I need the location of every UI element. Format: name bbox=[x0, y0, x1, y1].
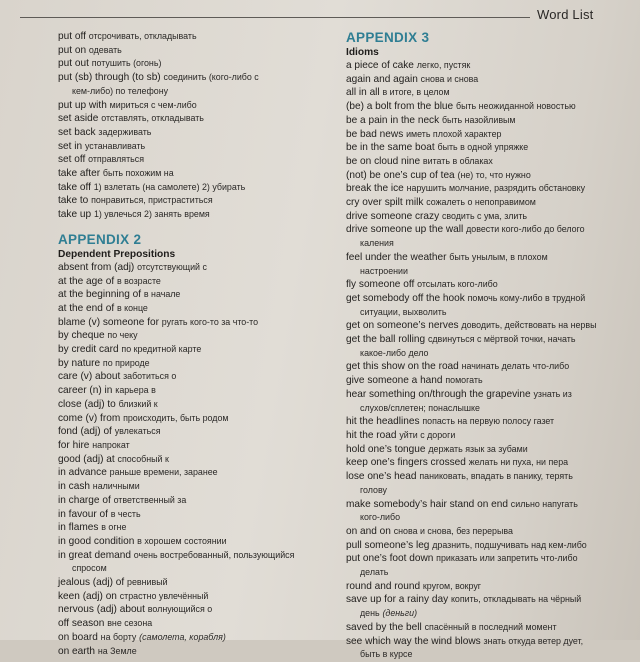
entry-term: career (n) in bbox=[58, 385, 113, 397]
entry-term: in advance bbox=[58, 467, 107, 479]
entry-translation: кого-либо bbox=[360, 512, 401, 523]
phrasal-verb-entry bbox=[58, 71, 338, 85]
entry-translation: быть похожим на bbox=[102, 168, 174, 179]
entry-term: put (sb) through (to sb) bbox=[58, 72, 161, 84]
entry-translation: ругать кого-то за что-то bbox=[161, 316, 259, 327]
entry-translation: быть в курсе bbox=[360, 649, 413, 660]
phrasal-verb-entry bbox=[58, 181, 338, 195]
entry-translation: желать ни пуха, ни пера bbox=[468, 457, 569, 468]
idiom-entry bbox=[346, 100, 636, 114]
entry-translation: легко, пустяк bbox=[416, 60, 471, 70]
preposition-entry bbox=[58, 261, 338, 275]
entry-translation: довести кого-либо до белого bbox=[466, 224, 585, 235]
entry-term: get on someone’s nerves bbox=[346, 320, 459, 332]
idioms-title: Idioms bbox=[346, 47, 379, 58]
idiom-entry bbox=[346, 635, 636, 649]
idiom-entry bbox=[346, 265, 636, 279]
entry-translation: помогать bbox=[445, 375, 483, 386]
entry-translation: отставлять, откладывать bbox=[101, 113, 204, 124]
entry-term: put on bbox=[58, 44, 87, 56]
entry-translation: снова и снова bbox=[420, 73, 479, 84]
entry-translation: отсутствующий с bbox=[137, 261, 207, 272]
idiom-entry bbox=[346, 210, 636, 224]
entry-translation: кругом, вокруг bbox=[422, 580, 482, 591]
preposition-entry bbox=[58, 357, 338, 371]
entry-term: (not) be one’s cup of tea bbox=[346, 169, 455, 181]
right-column bbox=[346, 30, 636, 662]
idiom-entry bbox=[346, 155, 636, 169]
entry-translation: заботиться о bbox=[123, 371, 177, 382]
phrasal-verb-entry bbox=[58, 99, 338, 113]
entry-term: put up with bbox=[58, 99, 107, 111]
idiom-entry bbox=[346, 292, 636, 306]
entry-translation: соединить (кого-либо с bbox=[163, 72, 259, 83]
entry-translation: сильно напугать bbox=[510, 498, 578, 509]
preposition-entry bbox=[58, 590, 338, 604]
entry-note: (деньги) bbox=[382, 608, 418, 619]
entry-term: come (v) from bbox=[58, 412, 121, 424]
entry-term: absent from (adj) bbox=[58, 261, 135, 273]
entry-term: in flames bbox=[58, 522, 99, 534]
idiom-entry bbox=[346, 415, 636, 429]
entry-term: cry over spilt milk bbox=[346, 197, 424, 209]
idiom-entry bbox=[346, 607, 636, 621]
idiom-entry bbox=[346, 648, 636, 662]
idiom-entry bbox=[346, 593, 636, 607]
entry-translation: вне сезона bbox=[107, 618, 153, 629]
idiom-entry bbox=[346, 333, 636, 347]
entry-translation: быть неожиданной новостью bbox=[455, 101, 576, 112]
preposition-entry bbox=[58, 576, 338, 590]
entry-term: in great demand bbox=[58, 549, 131, 561]
entry-translation: снова и снова, без перерыва bbox=[393, 525, 513, 536]
entry-term: a piece of cake bbox=[346, 60, 414, 71]
entry-translation: узнать из bbox=[533, 388, 572, 399]
entry-term: hear something on/through the grapevine bbox=[346, 388, 531, 400]
preposition-entry bbox=[58, 288, 338, 302]
entry-term: set aside bbox=[58, 113, 99, 125]
entry-term: by credit card bbox=[58, 344, 119, 356]
entry-translation: паниковать, впадать в панику, терять bbox=[419, 471, 573, 482]
entry-translation: какое-либо дело bbox=[360, 347, 429, 358]
idiom-entry bbox=[346, 141, 636, 155]
preposition-entry bbox=[58, 343, 338, 357]
entry-translation: в хорошем состоянии bbox=[137, 535, 227, 546]
idiom-entry bbox=[346, 347, 636, 361]
entry-term: drive someone up the wall bbox=[346, 224, 464, 236]
phrasal-verb-entry bbox=[58, 167, 338, 181]
entry-translation: 1) увлечься 2) занять время bbox=[93, 209, 210, 220]
entry-translation: мириться с чем-либо bbox=[109, 99, 197, 110]
entry-term: get the ball rolling bbox=[346, 334, 426, 346]
preposition-entry bbox=[58, 549, 338, 563]
preposition-entry bbox=[58, 316, 338, 330]
entry-term: at the beginning of bbox=[58, 289, 142, 301]
entry-term: be bad news bbox=[346, 128, 404, 140]
idiom-entry bbox=[346, 73, 636, 87]
phrasal-verb-entry bbox=[58, 140, 338, 154]
entry-term: fond (adj) of bbox=[58, 426, 112, 438]
preposition-entry bbox=[58, 384, 338, 398]
idiom-entry bbox=[346, 511, 636, 525]
entry-translation: начинать делать что-либо bbox=[461, 361, 570, 372]
entry-translation: попасть на первую полосу газет bbox=[422, 416, 555, 427]
entry-translation: устанавливать bbox=[84, 140, 146, 151]
phrasal-verb-entry bbox=[58, 112, 338, 126]
entry-translation: в честь bbox=[110, 508, 141, 519]
entry-translation: голову bbox=[360, 484, 387, 495]
dependent-prepositions-title: Dependent Prepositions bbox=[58, 248, 176, 260]
entry-translation: в конце bbox=[116, 302, 148, 313]
entry-translation: ситуации, выхволить bbox=[360, 306, 447, 317]
entry-translation: знать откуда ветер дует, bbox=[483, 635, 584, 646]
entry-translation: витать в облаках bbox=[422, 155, 493, 166]
entry-term: set in bbox=[58, 140, 83, 152]
appendix-2-title: APPENDIX 2 bbox=[58, 231, 142, 247]
idiom-entry bbox=[346, 580, 636, 594]
entry-translation: слухов/сплетен; понаслышке bbox=[360, 402, 480, 413]
entry-term: saved by the bell bbox=[346, 621, 422, 633]
preposition-entry bbox=[58, 521, 338, 535]
preposition-entry bbox=[58, 439, 338, 453]
phrasal-verb-entry bbox=[58, 30, 338, 44]
entry-translation: дразнить, подшучивать над кем-либо bbox=[432, 539, 587, 550]
entry-term: in favour of bbox=[58, 508, 108, 520]
entry-term: on earth bbox=[58, 645, 96, 657]
idiom-entry bbox=[346, 360, 636, 374]
entry-translation: в огне bbox=[101, 522, 127, 533]
preposition-entry bbox=[58, 412, 338, 426]
entry-translation: сводить с ума, злить bbox=[441, 210, 528, 221]
idiom-entry bbox=[346, 429, 636, 443]
entry-translation: понравиться, пристраститься bbox=[91, 195, 213, 206]
entry-term: off season bbox=[58, 618, 105, 630]
preposition-entry bbox=[58, 603, 338, 617]
entry-term: hold one’s tongue bbox=[346, 443, 426, 455]
entry-term: keen (adj) on bbox=[58, 590, 117, 602]
entry-term: close (adj) to bbox=[58, 398, 116, 410]
entry-term: take after bbox=[58, 168, 101, 180]
entry-term: set off bbox=[58, 154, 86, 166]
prepositions-list bbox=[58, 261, 338, 658]
entry-term: again and again bbox=[346, 73, 418, 85]
preposition-entry bbox=[58, 562, 338, 576]
entry-translation: страстно увлечённый bbox=[119, 590, 209, 601]
entry-translation: спросом bbox=[72, 563, 107, 574]
entry-term: break the ice bbox=[346, 183, 404, 195]
entry-term: good (adj) at bbox=[58, 453, 115, 465]
idiom-entry bbox=[346, 374, 636, 388]
entry-term: save up for a rainy day bbox=[346, 594, 449, 606]
entry-term: blame (v) someone for bbox=[58, 316, 159, 328]
entry-translation: ответственный за bbox=[113, 494, 187, 505]
entry-term: set back bbox=[58, 126, 96, 138]
entry-term: at the end of bbox=[58, 302, 115, 314]
idiom-entry bbox=[346, 566, 636, 580]
entry-translation: настроении bbox=[360, 265, 408, 276]
entry-term: lose one’s head bbox=[346, 471, 417, 483]
preposition-entry bbox=[58, 275, 338, 289]
entry-translation: каления bbox=[360, 238, 394, 249]
idiom-entry bbox=[346, 539, 636, 553]
preposition-entry bbox=[58, 425, 338, 439]
phrasal-verb-entry bbox=[58, 85, 338, 99]
phrasal-verb-entry bbox=[58, 44, 338, 58]
preposition-entry bbox=[58, 508, 338, 522]
idiom-entry bbox=[346, 443, 636, 457]
entry-translation: сожалеть о непоправимом bbox=[426, 197, 536, 208]
idiom-entry bbox=[346, 182, 636, 196]
entry-translation: на Земле bbox=[97, 645, 137, 656]
entry-translation: спасённый в последний момент bbox=[424, 621, 557, 632]
idiom-entry bbox=[346, 59, 636, 73]
idiom-entry bbox=[346, 278, 636, 292]
entry-translation: иметь плохой характер bbox=[406, 128, 502, 139]
entry-translation: карьера в bbox=[115, 385, 156, 396]
entry-translation: отсрочивать, откладывать bbox=[88, 31, 197, 41]
preposition-entry bbox=[58, 617, 338, 631]
entry-translation: держать язык за зубами bbox=[428, 443, 528, 454]
entry-term: put one’s foot down bbox=[346, 553, 434, 565]
entry-term: see which way the wind blows bbox=[346, 635, 481, 647]
entry-translation: сдвинуться с мёртвой точки, начать bbox=[427, 334, 576, 345]
idiom-entry bbox=[346, 86, 636, 100]
entry-term: on and on bbox=[346, 525, 391, 537]
idiom-entry bbox=[346, 525, 636, 539]
entry-term: by nature bbox=[58, 357, 101, 369]
entry-term: put off bbox=[58, 31, 86, 42]
entry-term: be on cloud nine bbox=[346, 155, 421, 167]
preposition-entry bbox=[58, 453, 338, 467]
entry-translation: увлекаться bbox=[114, 426, 161, 437]
page-header-title: Word List bbox=[537, 7, 594, 22]
entry-translation: ревнивый bbox=[127, 577, 168, 588]
preposition-entry bbox=[58, 329, 338, 343]
entry-term: take off bbox=[58, 181, 91, 193]
entry-translation: (не) то, что нужно bbox=[457, 169, 531, 180]
idiom-entry bbox=[346, 251, 636, 265]
idiom-entry bbox=[346, 114, 636, 128]
idiom-entry bbox=[346, 621, 636, 635]
entry-translation: кем-либо) по телефону bbox=[72, 85, 169, 96]
entry-translation: по природе bbox=[102, 357, 150, 368]
entry-term: drive someone crazy bbox=[346, 210, 440, 222]
entry-term: hit the road bbox=[346, 429, 397, 441]
entry-term: nervous (adj) about bbox=[58, 604, 145, 616]
entry-note: (самолета, корабля) bbox=[139, 631, 226, 642]
preposition-entry bbox=[58, 494, 338, 508]
phrasal-verb-entry bbox=[58, 208, 338, 222]
entry-translation: по кредитной карте bbox=[121, 344, 202, 355]
entry-term: at the age of bbox=[58, 275, 115, 287]
entry-term: jealous (adj) of bbox=[58, 577, 125, 589]
entry-term: put out bbox=[58, 58, 89, 70]
preposition-entry bbox=[58, 398, 338, 412]
idiom-entry bbox=[346, 388, 636, 402]
entry-translation: день bbox=[360, 608, 380, 619]
entry-translation: в итоге, в целом bbox=[382, 87, 450, 98]
preposition-entry bbox=[58, 535, 338, 549]
idiom-entry bbox=[346, 498, 636, 512]
entry-translation: близкий к bbox=[118, 398, 158, 409]
entry-translation: наличными bbox=[92, 481, 140, 492]
idiom-entry bbox=[346, 484, 636, 498]
entry-translation: доводить, действовать на нервы bbox=[461, 320, 597, 331]
preposition-entry bbox=[58, 645, 338, 659]
entry-translation: быть унылым, в плохом bbox=[449, 251, 548, 262]
idiom-entry bbox=[346, 237, 636, 251]
idiom-entry bbox=[346, 456, 636, 470]
entry-translation: в начале bbox=[143, 289, 181, 300]
entry-term: take to bbox=[58, 195, 89, 207]
preposition-entry bbox=[58, 631, 338, 645]
phrasal-verbs-list bbox=[58, 30, 338, 222]
entry-translation: отправляться bbox=[88, 154, 145, 165]
entry-term: all in all bbox=[346, 87, 380, 99]
entry-term: in good condition bbox=[58, 535, 135, 547]
entry-translation: нарушить молчание, разрядить обстановку bbox=[406, 183, 586, 194]
entry-translation: очень востребованный, пользующийся bbox=[133, 549, 295, 560]
entry-term: in charge of bbox=[58, 494, 111, 506]
phrasal-verb-entry bbox=[58, 126, 338, 140]
entry-translation: копить, откладывать на чёрный bbox=[450, 594, 582, 605]
entry-translation: по чеку bbox=[107, 330, 138, 341]
entry-translation: быть в одной упряжке bbox=[437, 142, 529, 153]
entry-translation: 1) взлетать (на самолете) 2) убирать bbox=[93, 181, 246, 192]
idiom-entry bbox=[346, 402, 636, 416]
entry-translation: раньше времени, заранее bbox=[109, 467, 218, 478]
entry-term: care (v) about bbox=[58, 371, 121, 383]
preposition-entry bbox=[58, 466, 338, 480]
entry-term: for hire bbox=[58, 439, 90, 451]
preposition-entry bbox=[58, 370, 338, 384]
entry-translation: помочь кому-либо в трудной bbox=[467, 292, 586, 303]
entry-term: get somebody off the hook bbox=[346, 292, 465, 304]
entry-translation: делать bbox=[360, 567, 389, 578]
entry-term: hit the headlines bbox=[346, 416, 420, 428]
entry-translation: быть назойливым bbox=[441, 114, 516, 125]
idiom-entry bbox=[346, 196, 636, 210]
idiom-entry bbox=[346, 552, 636, 566]
entry-translation: напрокат bbox=[92, 439, 130, 450]
phrasal-verb-entry bbox=[58, 57, 338, 71]
entry-translation: задерживать bbox=[98, 126, 152, 137]
appendix-3-title: APPENDIX 3 bbox=[346, 30, 430, 45]
entry-term: pull someone’s leg bbox=[346, 539, 430, 551]
entry-translation: способный к bbox=[117, 453, 169, 464]
idiom-entry bbox=[346, 470, 636, 484]
entry-term: in cash bbox=[58, 481, 90, 493]
preposition-entry bbox=[58, 480, 338, 494]
entry-translation: приказать или запретить что-либо bbox=[436, 553, 578, 564]
entry-term: feel under the weather bbox=[346, 251, 447, 263]
entry-translation: в возрасте bbox=[116, 275, 161, 286]
left-column bbox=[58, 30, 338, 658]
entry-translation: волнующийся о bbox=[147, 604, 213, 615]
header-rule bbox=[20, 17, 530, 18]
idioms-list bbox=[346, 59, 636, 662]
entry-translation: на борту bbox=[100, 631, 137, 642]
entry-translation: отсылать кого-либо bbox=[417, 279, 498, 290]
entry-term: get this show on the road bbox=[346, 361, 459, 373]
entry-translation: одевать bbox=[88, 44, 122, 55]
entry-term: round and round bbox=[346, 580, 421, 592]
entry-term: take up bbox=[58, 209, 92, 221]
entry-translation: потушить (огонь) bbox=[91, 58, 162, 69]
idiom-entry bbox=[346, 319, 636, 333]
entry-translation: происходить, быть родом bbox=[123, 412, 229, 423]
entry-term: on board bbox=[58, 631, 98, 643]
idiom-entry bbox=[346, 306, 636, 320]
entry-term: make somebody’s hair stand on end bbox=[346, 498, 508, 510]
preposition-entry bbox=[58, 302, 338, 316]
entry-term: by cheque bbox=[58, 330, 105, 342]
entry-term: (be) a bolt from the blue bbox=[346, 101, 454, 113]
entry-term: keep one’s fingers crossed bbox=[346, 457, 466, 469]
phrasal-verb-entry bbox=[58, 194, 338, 208]
entry-term: give someone a hand bbox=[346, 375, 443, 387]
entry-term: be a pain in the neck bbox=[346, 114, 440, 126]
idiom-entry bbox=[346, 223, 636, 237]
idiom-entry bbox=[346, 128, 636, 142]
entry-translation: уйти с дороги bbox=[399, 429, 456, 440]
entry-term: fly someone off bbox=[346, 279, 415, 291]
entry-term: be in the same boat bbox=[346, 142, 435, 154]
phrasal-verb-entry bbox=[58, 153, 338, 167]
idiom-entry bbox=[346, 169, 636, 183]
